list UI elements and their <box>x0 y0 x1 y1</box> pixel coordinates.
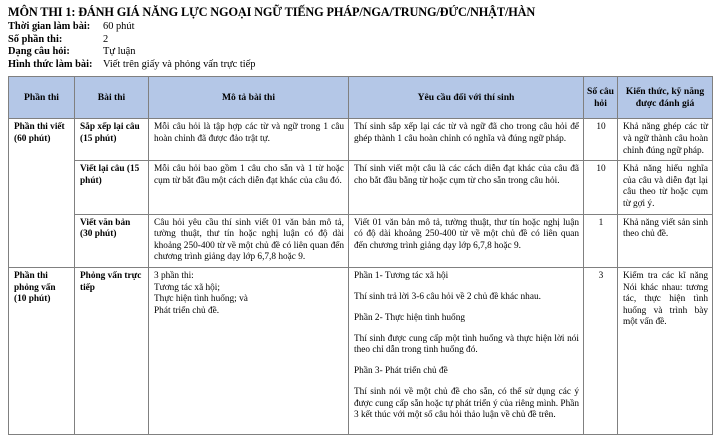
yeu-cau-block-body: Thí sinh trả lời 3-6 câu hỏi về 2 chủ đề khác nhau. <box>354 291 541 302</box>
cell-so-cau-hoi: 10 <box>584 161 618 214</box>
column-header-yeu-cau: Yêu cầu đối với thí sinh <box>349 77 584 119</box>
cell-bai-thi: Viết lại câu (15 phút) <box>75 161 149 214</box>
table-row <box>9 267 713 434</box>
cell-kien-thuc: Khả năng hiểu nghĩa của câu và diễn đạt lại câu theo từ hoặc cụm từ gợi ý. <box>618 161 713 214</box>
cell-so-cau-hoi: 1 <box>584 214 618 267</box>
page-title: MÔN THI 1: ĐÁNH GIÁ NĂNG LỰC NGOẠI NGỮ TIẾNG PHÁP/NGA/TRUNG/ĐỨC/NHẬT/HÀN <box>8 5 536 19</box>
meta-row-duration <box>8 21 712 34</box>
cell-yeu-cau: Viết 01 văn bản mô tả, tường thuật, thư tín hoặc nghị luận có độ dài khoảng 250-400 từ về một chủ đề có liên quan đến chương trình giảng dạy lớp 6,7,8 hoặc 9. <box>349 214 584 267</box>
cell-bai-thi: Sắp xếp lại câu (15 phút) <box>75 119 149 161</box>
yeu-cau-block <box>354 366 579 422</box>
meta-value-question-type: Tự luận <box>103 46 136 58</box>
cell-phan-thi-phong-van: Phần thi phỏng vấn (10 phút) <box>9 267 75 434</box>
table-header <box>9 77 713 119</box>
exam-structure-table <box>8 76 713 435</box>
meta-row-format <box>8 59 712 72</box>
cell-mo-ta: Câu hỏi yêu cầu thí sinh viết 01 văn bản mô tả, tường thuật, thư tín hoặc nghị luận có độ dài khoảng 250-400 từ về một chủ đề có liên quan đến chương trình giảng dạy lớp 6,7,8 hoặc 9. <box>149 214 349 267</box>
table-header-row <box>9 77 713 119</box>
yeu-cau-block-body: Thí sinh nói về một chủ đề cho sẵn, có thể sử dụng các ý được cung cấp sẵn hoặc tự phát triển ý của riêng mình. Phần 3 kết thúc với một số câu hỏi thảo luận về chủ đề trên. <box>354 386 579 421</box>
meta-row-section-count <box>8 34 712 47</box>
meta-label-duration: Thời gian làm bài: <box>8 21 91 32</box>
cell-bai-thi: Phỏng vấn trực tiếp <box>75 267 149 434</box>
mo-ta-line: Thực hiện tình huống; và <box>154 294 248 305</box>
meta-value-format: Viết trên giấy và phỏng vấn trực tiếp <box>103 58 256 70</box>
meta-label-section-count: Số phần thi: <box>8 33 63 45</box>
yeu-cau-block-heading: Phần 3- Phát triển chủ đề <box>354 366 448 377</box>
table-row <box>9 161 713 214</box>
cell-so-cau-hoi: 10 <box>584 119 618 161</box>
cell-yeu-cau: Thí sinh sắp xếp lại các từ và ngữ đã cho trong câu hỏi để ghép thành 1 câu hoàn chỉnh có nghĩa và đúng ngữ pháp. <box>349 119 584 161</box>
cell-phan-thi-viet: Phần thi viết (60 phút) <box>9 119 75 268</box>
mo-ta-line: Phát triển chủ đề. <box>154 305 220 316</box>
cell-mo-ta: Mỗi câu hỏi bao gồm 1 câu cho sẵn và 1 từ hoặc cụm từ bắt đầu một cách diễn đạt khác của câu đó. <box>149 161 349 214</box>
exam-meta-list <box>8 21 712 71</box>
mo-ta-line-list <box>154 271 344 317</box>
cell-kien-thuc: Kiểm tra các kĩ năng Nói khác nhau: tương tác, thực hiện tình huống và trình bày một vấn đề. <box>618 267 713 434</box>
cell-kien-thuc: Khả năng ghép các từ và ngữ thành câu hoàn chỉnh đúng ngữ pháp. <box>618 119 713 161</box>
yeu-cau-block-body: Thí sinh được cung cấp một tình huống và thực hiện lời nói theo chỉ dẫn trong tình huống đó. <box>354 333 579 356</box>
column-header-so-cau-hoi: Số câu hỏi <box>584 77 618 119</box>
mo-ta-line: Tương tác xã hội; <box>154 282 220 293</box>
mo-ta-line: 3 phần thi: <box>154 270 194 281</box>
meta-label-question-type: Dạng câu hỏi: <box>8 46 70 58</box>
column-header-mo-ta: Mô tả bài thi <box>149 77 349 119</box>
meta-value-duration: 60 phút <box>103 21 135 32</box>
table-body <box>9 119 713 435</box>
column-header-bai-thi: Bài thi <box>75 77 149 119</box>
yeu-cau-block-heading: Phần 2- Thực hiện tình huống <box>354 312 465 323</box>
yeu-cau-block-heading: Phần 1- Tương tác xã hội <box>354 270 449 281</box>
meta-label-format: Hình thức làm bài: <box>8 58 93 70</box>
meta-value-section-count: 2 <box>103 33 109 45</box>
cell-mo-ta: Mỗi câu hỏi là tập hợp các từ và ngữ trong 1 câu hoàn chỉnh đã được đảo trật tự. <box>149 119 349 161</box>
yeu-cau-block <box>354 271 579 303</box>
cell-yeu-cau <box>349 267 584 434</box>
cell-kien-thuc: Khả năng viết sản sinh theo chủ đề. <box>618 214 713 267</box>
meta-row-question-type <box>8 46 712 59</box>
table-row <box>9 119 713 161</box>
yeu-cau-block <box>354 313 579 357</box>
column-header-kien-thuc: Kiến thức, kỹ năng được đánh giá <box>618 77 713 119</box>
cell-so-cau-hoi: 3 <box>584 267 618 434</box>
cell-mo-ta <box>149 267 349 434</box>
cell-yeu-cau: Thí sinh viết một câu là các cách diễn đạt khác của câu đã cho bắt đầu bằng từ hoặc cụm từ cho sẵn trong câu hỏi. <box>349 161 584 214</box>
cell-bai-thi: Viết văn bản (30 phút) <box>75 214 149 267</box>
column-header-phan-thi: Phần thi <box>9 77 75 119</box>
table-row <box>9 214 713 267</box>
